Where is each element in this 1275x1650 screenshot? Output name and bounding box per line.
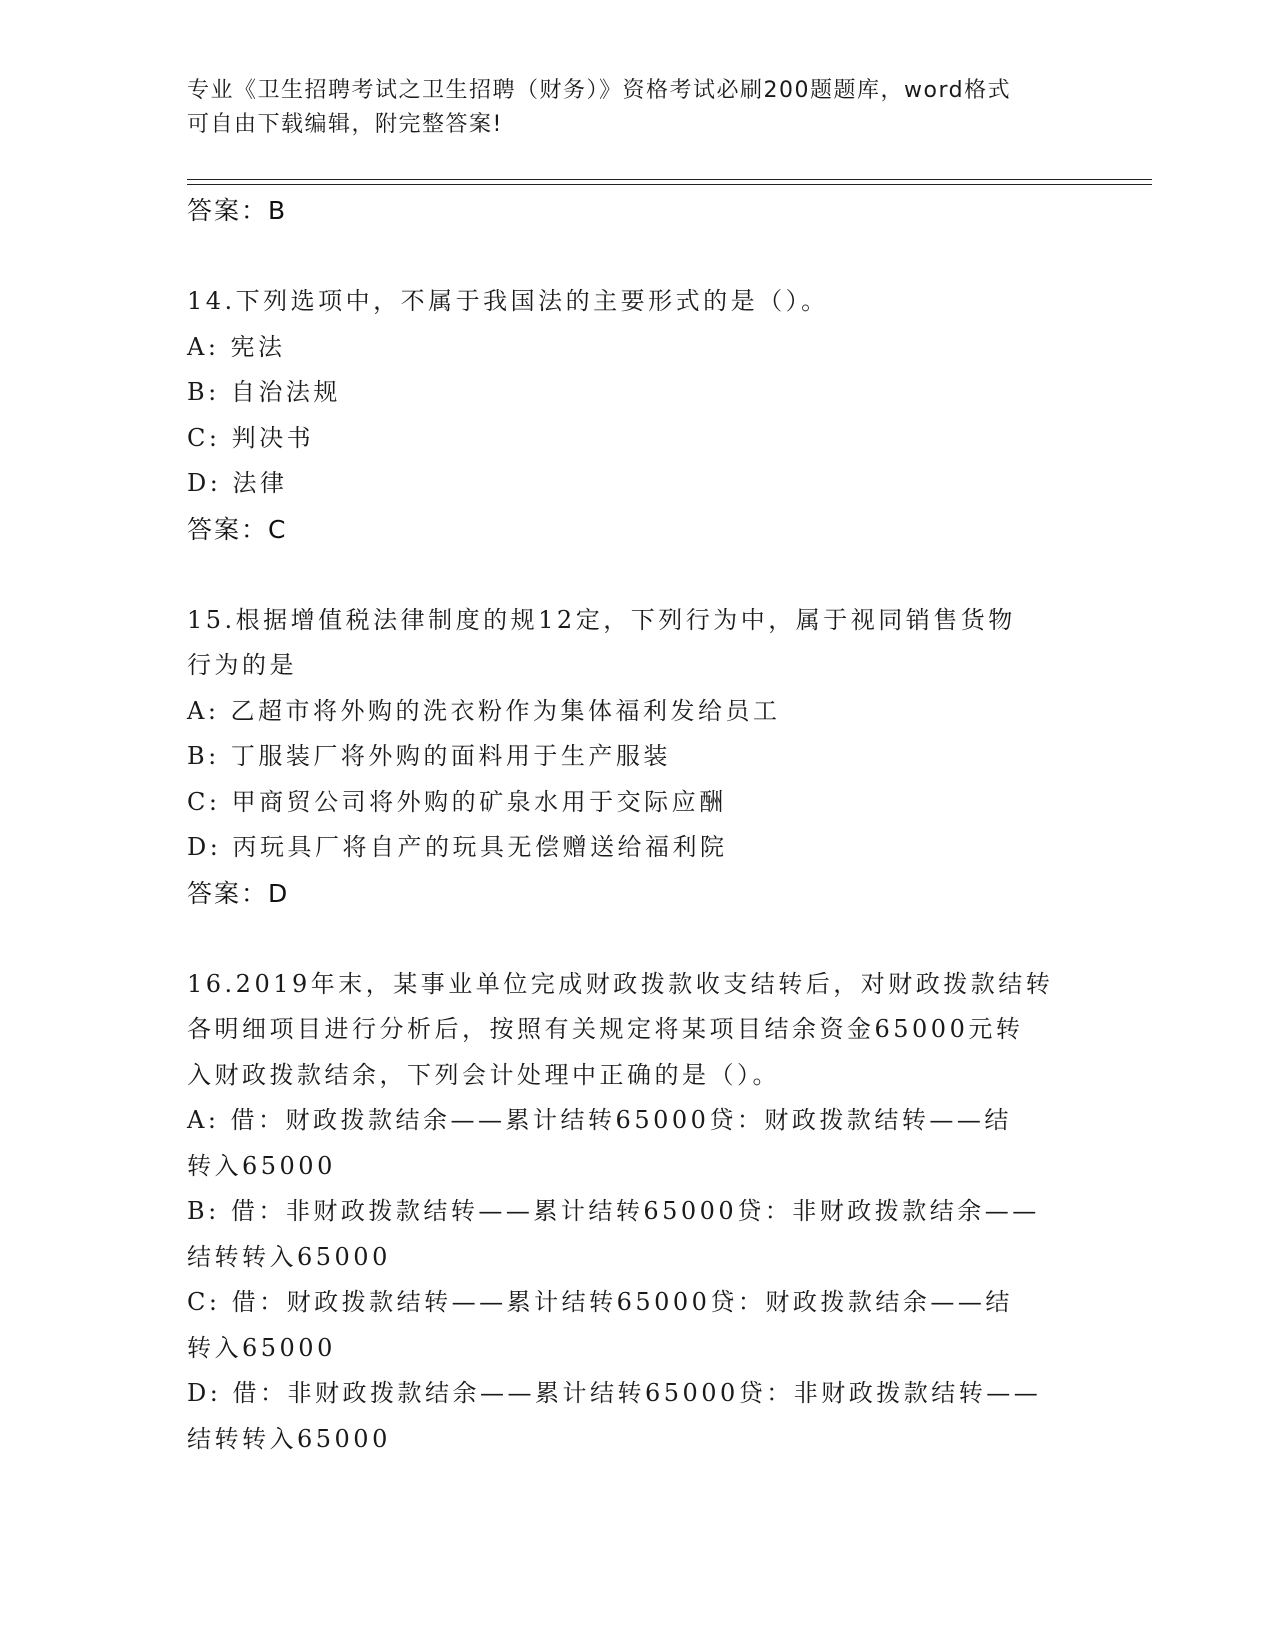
option-c-cont: 转入65000 (187, 1333, 336, 1362)
option-a: A: 乙超市将外购的洗衣粉作为集体福利发给员工 (187, 696, 781, 725)
spacer (187, 552, 1087, 598)
answer-line: 答案：C (187, 514, 288, 544)
option-c: C: 借：财政拨款结转——累计结转65000贷：财政拨款结余——结 (187, 1288, 1013, 1316)
question-stem: 15.根据增值税法律制度的规12定，下列行为中，属于视同销售货物 (187, 605, 1016, 634)
option-d: D: 借：非财政拨款结余——累计结转65000贷：非财政拨款结转—— (187, 1379, 1042, 1407)
answer-line: 答案：D (187, 878, 290, 908)
header-line-1: 专业《卫生招聘考试之卫生招聘（财务）》资格考试必刷200题题库，word格式 (187, 78, 1012, 103)
previous-answer: 答案：B (187, 196, 288, 225)
question-stem-cont: 各明细项目进行分析后，按照有关规定将某项目结余资金65000元转 (187, 1015, 1024, 1043)
question-15 (187, 598, 1087, 917)
spacer (187, 916, 1087, 962)
header-divider-top (187, 179, 1152, 180)
question-14 (187, 279, 1087, 552)
option-a: A: 借：财政拨款结余——累计结转65000贷：财政拨款结转——结 (187, 1106, 1012, 1134)
question-stem-cont: 入财政拨款结余，下列会计处理中正确的是（）。 (187, 1060, 780, 1089)
option-a: A: 宪法 (187, 332, 286, 361)
question-stem: 16.2019年末，某事业单位完成财政拨款收支结转后，对财政拨款结转 (187, 969, 1054, 998)
option-c: C: 判决书 (187, 423, 315, 452)
option-b: B: 借：非财政拨款结转——累计结转65000贷：非财政拨款结余—— (187, 1197, 1040, 1225)
option-b-cont: 结转转入65000 (187, 1242, 391, 1271)
spacer (187, 234, 1087, 280)
option-c: C: 甲商贸公司将外购的矿泉水用于交际应酬 (187, 787, 727, 816)
option-d-cont: 结转转入65000 (187, 1424, 391, 1453)
option-b: B: 丁服装厂将外购的面料用于生产服装 (187, 742, 671, 770)
question-stem-cont: 行为的是 (187, 651, 297, 679)
option-d: D: 丙玩具厂将自产的玩具无偿赠送给福利院 (187, 833, 728, 861)
header-divider-bottom (187, 184, 1152, 185)
option-b: B: 自治法规 (187, 378, 341, 406)
header-line-2: 可自由下载编辑，附完整答案! (187, 112, 503, 137)
question-stem: 14.下列选项中，不属于我国法的主要形式的是（）。 (187, 287, 829, 315)
question-16 (187, 962, 1087, 1463)
document-header (187, 74, 1067, 142)
option-a-cont: 转入65000 (187, 1151, 336, 1180)
option-d: D: 法律 (187, 469, 288, 497)
document-body (187, 188, 1087, 1462)
